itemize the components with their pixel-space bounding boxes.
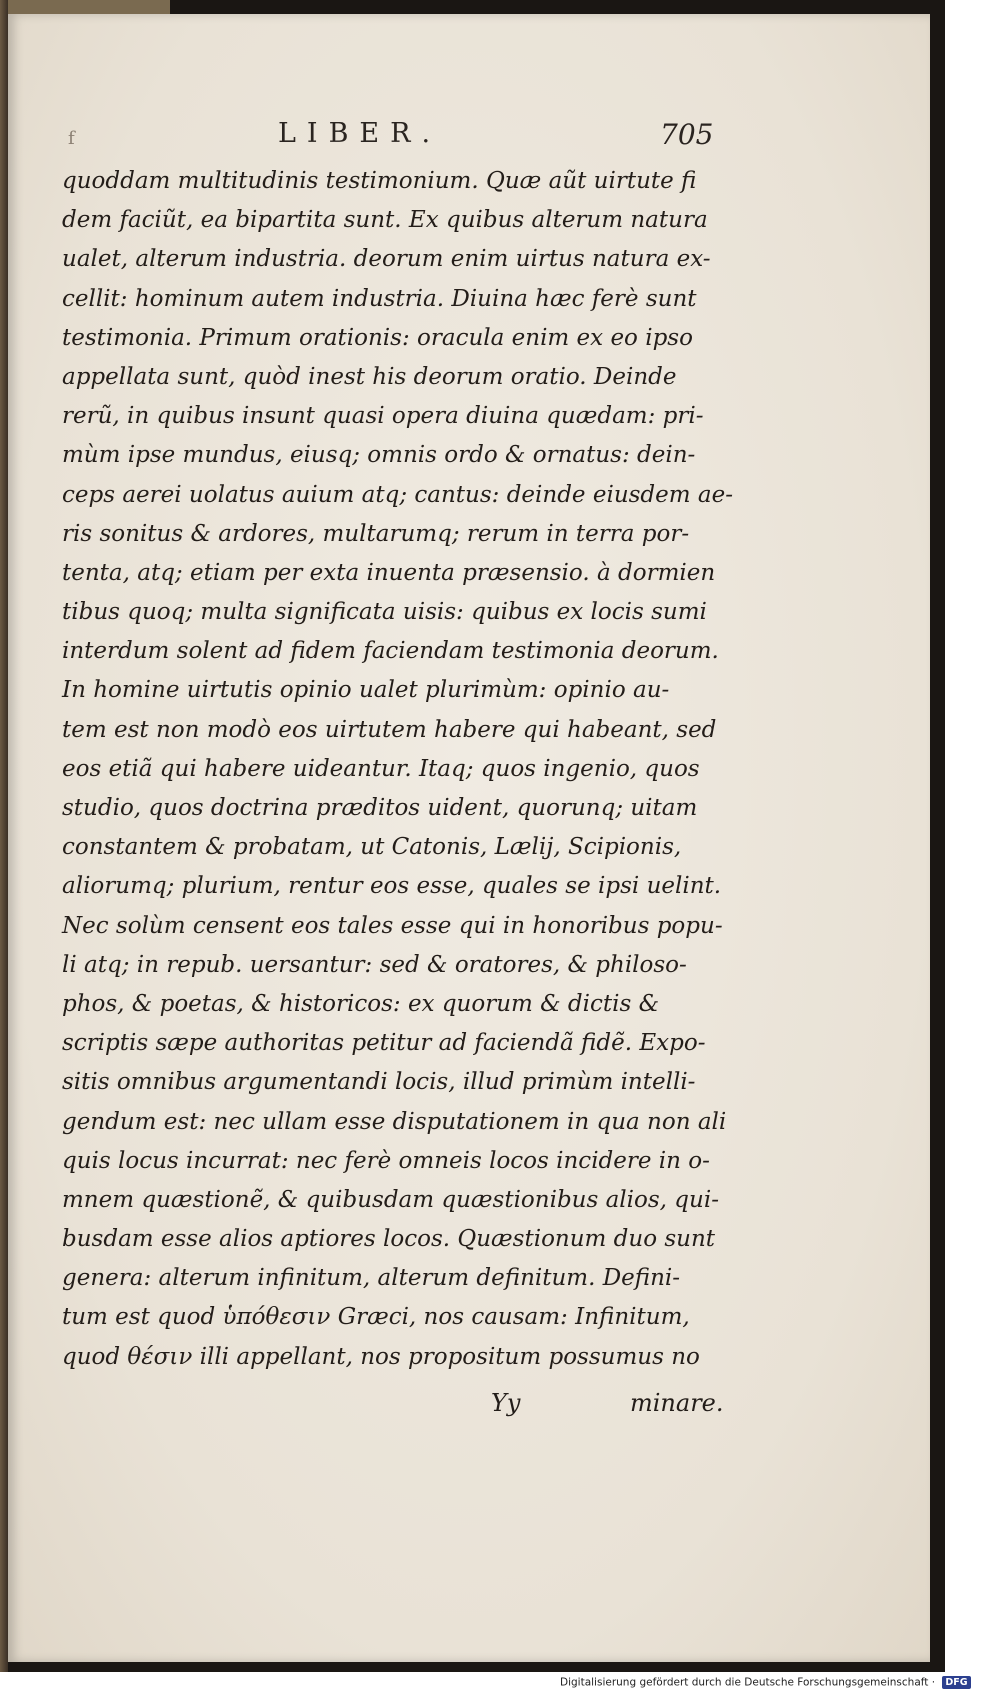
text-line: constantem & probatam, ut Catonis, Lælij, Scipionis,: [62, 834, 682, 861]
text-line: quoddam multitudinis testimonium. Quæ aũt uirtute fi: [62, 168, 697, 194]
running-title: LIBER.: [278, 118, 442, 149]
running-head: [8, 114, 930, 154]
text-line: testimonia. Primum orationis: oracula enim ex eo ipso: [62, 324, 693, 351]
text-line: mùm ipse mundus, eiusq; omnis ordo & ornatus: dein-: [62, 442, 696, 469]
margin-mark: f: [68, 128, 75, 149]
text-line: ris sonitus & ardores, multarumq; rerum in terra por-: [62, 520, 690, 547]
text-line: tibus quoq; multa significata uisis: quibus ex locis sumi: [62, 599, 707, 626]
text-line: phos, & poetas, & historicos: ex quorum & dictis &: [62, 990, 660, 1017]
text-line: mnem quæstionẽ, & quibusdam quæstionibus alios, qui-: [62, 1186, 719, 1213]
text-line: sitis omnibus argumentandi locis, illud primùm intelli-: [62, 1069, 696, 1096]
text-line: rerũ, in quibus insunt quasi opera diuina quædam: pri-: [62, 403, 704, 430]
text-line: quod θέσιν illi appellant, nos propositum possumus no: [62, 1343, 700, 1370]
body-text: [62, 162, 732, 1377]
text-line: Nec solùm censent eos tales esse qui in honoribus popu-: [62, 912, 723, 939]
spine-edge: [0, 0, 8, 1672]
text-line: tenta, atq; etiam per exta inuenta præsensio. à dormien: [62, 559, 716, 586]
digitization-footer: [560, 1676, 1000, 1692]
text-line: ceps aerei uolatus auium atq; cantus: deinde eiusdem ae-: [62, 481, 733, 508]
text-line: cellit: hominum autem industria. Diuina hæc ferè sunt: [62, 285, 697, 312]
text-line: quis locus incurrat: nec ferè omneis locos incidere in o-: [62, 1147, 710, 1174]
text-line: li atq; in repub. uersantur: sed & oratores, & philoso-: [62, 951, 687, 978]
text-line: tum est quod ὑπόθεσιν Græci, nos causam: Infinitum,: [62, 1304, 690, 1331]
text-line: interdum solent ad fidem faciendam testimonia deorum.: [62, 638, 719, 665]
footer-credit: Digitalisierung gefördert durch die Deutsche Forschungsgemeinschaft ·: [560, 1676, 936, 1689]
text-line: ualet, alterum industria. deorum enim uirtus natura ex-: [62, 246, 711, 273]
text-line: scriptis sæpe authoritas petitur ad faciendã fidẽ. Expo-: [62, 1030, 706, 1057]
text-line: genera: alterum infinitum, alterum definitum. Defini-: [62, 1265, 681, 1292]
text-line: eos etiã qui habere uideantur. Itaq; quos ingenio, quos: [62, 755, 700, 782]
text-line: In homine uirtutis opinio ualet plurimùm: opinio au-: [62, 677, 670, 704]
text-line: appellata sunt, quòd inest his deorum oratio. Deinde: [62, 363, 677, 390]
catchword: minare.: [630, 1389, 724, 1417]
dfg-logo-icon: DFG: [942, 1676, 970, 1689]
text-line: tem est non modò eos uirtutem habere qui habeant, sed: [62, 716, 717, 743]
book-page: [8, 14, 930, 1662]
binding-strip: [0, 0, 170, 14]
text-line: busdam esse alios aptiores locos. Quæstionum duo sunt: [62, 1226, 716, 1253]
text-line: gendum est: nec ullam esse disputationem in qua non ali: [62, 1108, 727, 1135]
text-line: dem faciũt, ea bipartita sunt. Ex quibus alterum natura: [62, 207, 708, 234]
page-number: 705: [660, 118, 714, 151]
text-line: studio, quos doctrina præditos uident, quorunq; uitam: [62, 795, 698, 821]
text-line: aliorumq; plurium, rentur eos esse, quales se ipsi uelint.: [62, 873, 722, 900]
signature-mark: Yy: [491, 1389, 521, 1417]
